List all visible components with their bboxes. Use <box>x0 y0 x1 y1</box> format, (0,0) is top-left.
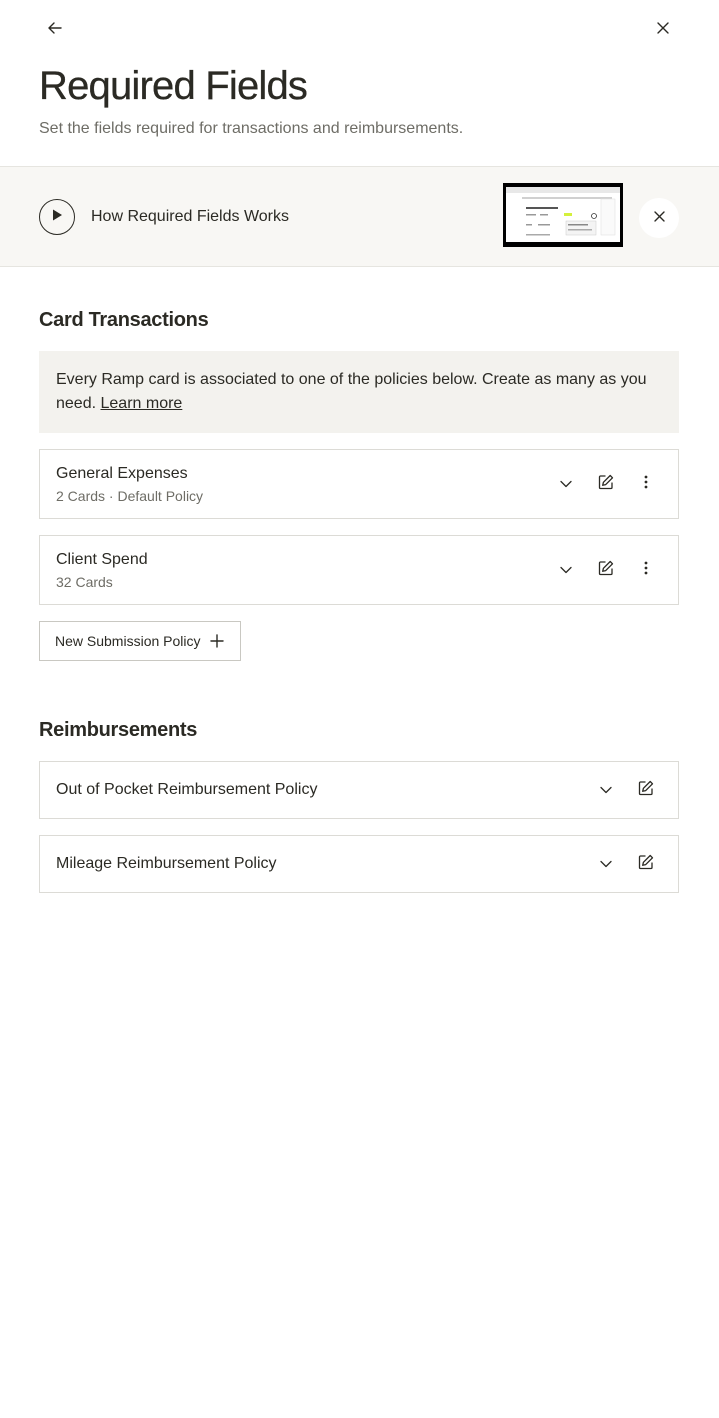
edit-button[interactable] <box>634 852 658 876</box>
policy-name: General Expenses <box>56 465 188 482</box>
video-thumbnail[interactable] <box>503 183 623 247</box>
edit-button[interactable] <box>594 472 618 496</box>
policy-card-mileage[interactable] <box>39 835 679 893</box>
play-button[interactable] <box>39 199 75 235</box>
video-label[interactable]: How Required Fields Works <box>91 208 289 225</box>
close-icon <box>654 209 665 227</box>
edit-icon <box>638 780 654 801</box>
edit-icon <box>598 560 614 581</box>
policy-meta: 2 Cards · Default Policy <box>56 488 204 504</box>
arrow-left-icon <box>48 21 62 40</box>
more-vertical-icon <box>644 561 648 580</box>
more-options-button[interactable] <box>634 558 658 582</box>
chevron-down-icon <box>560 475 572 493</box>
policy-card-out-of-pocket[interactable] <box>39 761 679 819</box>
more-options-button[interactable] <box>634 472 658 496</box>
edit-button[interactable] <box>594 558 618 582</box>
chevron-down-icon <box>560 561 572 579</box>
expand-button[interactable] <box>594 778 618 802</box>
policy-name: Client Spend <box>56 551 148 568</box>
video-thumbnail-preview <box>506 187 620 242</box>
learn-more-link[interactable]: Learn more <box>100 395 183 412</box>
page-subtitle: Set the fields required for transactions and reimbursements. <box>39 120 464 137</box>
chevron-down-icon <box>600 781 612 799</box>
edit-button[interactable] <box>634 778 658 802</box>
close-icon <box>657 21 669 39</box>
reimbursements-heading: Reimbursements <box>39 719 198 741</box>
new-submission-policy-button[interactable] <box>39 621 241 661</box>
edit-icon <box>598 474 614 495</box>
more-vertical-icon <box>644 475 648 494</box>
policy-name: Mileage Reimbursement Policy <box>56 855 277 872</box>
card-transactions-heading: Card Transactions <box>39 309 209 331</box>
edit-icon <box>638 854 654 875</box>
info-box <box>39 351 679 433</box>
expand-button[interactable] <box>554 472 578 496</box>
policy-meta: 32 Cards <box>56 574 113 590</box>
policy-name: Out of Pocket Reimbursement Policy <box>56 781 318 798</box>
top-bar <box>0 0 719 60</box>
plus-icon <box>210 634 224 651</box>
dismiss-banner-button[interactable] <box>639 198 679 238</box>
policy-card-general-expenses[interactable] <box>39 449 679 519</box>
expand-button[interactable] <box>554 558 578 582</box>
play-icon <box>51 208 63 227</box>
page-title: Required Fields <box>39 64 308 108</box>
info-text: Every Ramp card is associated to one of the policies below. Create as many as you need. <box>56 371 647 412</box>
back-button[interactable] <box>40 16 70 44</box>
video-banner <box>0 166 719 267</box>
policy-card-client-spend[interactable] <box>39 535 679 605</box>
expand-button[interactable] <box>594 852 618 876</box>
close-button[interactable] <box>648 16 678 44</box>
new-policy-label: New Submission Policy <box>55 633 201 649</box>
chevron-down-icon <box>600 855 612 873</box>
